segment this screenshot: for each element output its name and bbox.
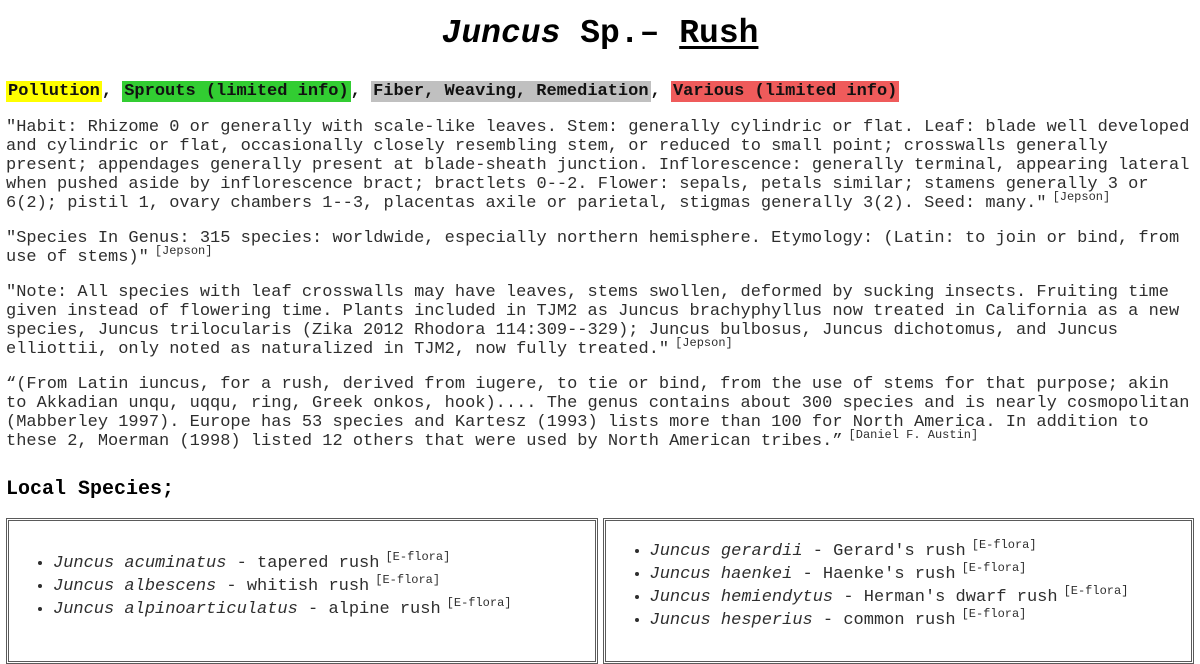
species-common-name: - common rush (812, 611, 956, 630)
title-common-name: Rush (679, 15, 759, 52)
tag-fiber-weaving-remediation: Fiber, Weaving, Remediation (373, 82, 649, 101)
tag-separator: , (350, 82, 372, 101)
citation-e-flora: [E-flora] (446, 596, 512, 611)
document-page (0, 14, 1200, 664)
list-item (53, 575, 595, 598)
species-common-name: - Haenke's rush (792, 565, 956, 584)
paragraph-habit (6, 118, 1194, 213)
citation-e-flora: [E-flora] (385, 550, 451, 565)
list-item (650, 609, 1192, 632)
title-species-part: Sp.– (560, 15, 680, 52)
species-list-left (9, 552, 595, 621)
list-item (53, 598, 595, 621)
species-common-name: - Gerard's rush (802, 542, 966, 561)
paragraph-note (6, 283, 1194, 359)
list-item (650, 563, 1192, 586)
tag-sprouts: Sprouts (limited info) (124, 82, 349, 101)
tag-separator: , (650, 82, 671, 101)
species-box-right (603, 518, 1195, 664)
species-box-left (6, 518, 598, 664)
list-item (53, 552, 595, 575)
page-title (6, 14, 1194, 54)
species-common-name: - alpine rush (297, 600, 441, 619)
species-common-name: - tapered rush (226, 554, 380, 573)
citation-jepson: [Jepson] (1052, 190, 1111, 205)
list-item (650, 586, 1192, 609)
citation-e-flora: [E-flora] (961, 561, 1027, 576)
citation-e-flora: [E-flora] (961, 607, 1027, 622)
species-latin-name: Juncus haenkei (649, 565, 793, 584)
paragraph-etymology-text: “(From Latin iuncus, for a rush, derived from iugere, to tie or bind, from the use of stems for that purpose; akin to Akkadian unqu, uqqu, ring, Greek onkos, hook).... The genus contains about 300 species and is nearly cosmopolitan (Mabberley 1997). Europe has 53 species and Kartesz (1993) lists more than 100 for North America. In addition to these 2, Moerman (1998) listed 12 others that were used by North American tribes.” (6, 375, 1190, 451)
tag-various: Various (limited info) (672, 82, 898, 101)
tag-pollution: Pollution (8, 82, 100, 101)
species-list-right (606, 540, 1192, 632)
tag-separator: , (101, 82, 123, 101)
citation-jepson: [Jepson] (675, 336, 733, 351)
citation-e-flora: [E-flora] (375, 573, 441, 588)
citation-e-flora: [E-flora] (971, 538, 1037, 553)
paragraph-note-text: "Note: All species with leaf crosswalls may have leaves, stems swollen, deformed by sucking insects. Fruiting time given instead of flowering time. Plants included in TJM2 as Juncus brachyphyllus now treated in California as a new species, Juncus trilocularis (Zika 2012 Rhodora 114:309--329); Juncus bulbosus, Juncus dichotomus, and Juncus elliottii, only noted as naturalized in TJM2, now fully treated." (6, 283, 1180, 359)
paragraph-species-in-genus-text: "Species In Genus: 315 species: worldwide, especially northern hemisphere. Etymology: (Latin: to join or bind, from use of stems)" (6, 229, 1180, 267)
citation-jepson: [Jepson] (154, 244, 213, 259)
local-species-heading: Local Species; (6, 478, 175, 501)
species-box-right-inner (605, 520, 1193, 662)
citation-daniel-f-austin: [Daniel F. Austin] (848, 428, 979, 443)
species-latin-name: Juncus acuminatus (53, 554, 227, 573)
paragraph-species-in-genus (6, 229, 1194, 267)
species-latin-name: Juncus gerardii (649, 542, 803, 561)
species-common-name: - Herman's dwarf rush (833, 588, 1058, 607)
paragraph-habit-text: "Habit: Rhizome 0 or generally with scale-like leaves. Stem: generally cylindric or flat. Leaf: blade well developed and cylindric or flat, occasionally closely resembling stem, or reduced to small point; crosswalls generally present; appendages generally present at blade-sheath junction. Inflorescence: generally terminal, appearing lateral when pushed aside by inflorescence bract; bractlets 0--2. Flower: sepals, petals similar; stamens generally 3 or 6(2); pistil 1, ovary chambers 1--3, placentas axile or parietal, stigmas generally 3(2). Seed: many." (6, 118, 1190, 213)
species-latin-name: Juncus hemiendytus (649, 588, 834, 607)
species-latin-name: Juncus alpinoarticulatus (53, 600, 298, 619)
species-latin-name: Juncus albescens (53, 577, 217, 596)
category-tags-row (6, 81, 1194, 102)
citation-e-flora: [E-flora] (1063, 584, 1129, 599)
species-latin-name: Juncus hesperius (649, 611, 813, 630)
species-box-left-inner (8, 520, 596, 662)
species-common-name: - whitish rush (216, 577, 370, 596)
paragraph-etymology (6, 375, 1194, 451)
local-species-boxes (6, 518, 1194, 664)
list-item (650, 540, 1192, 563)
title-genus: Juncus (441, 15, 561, 52)
